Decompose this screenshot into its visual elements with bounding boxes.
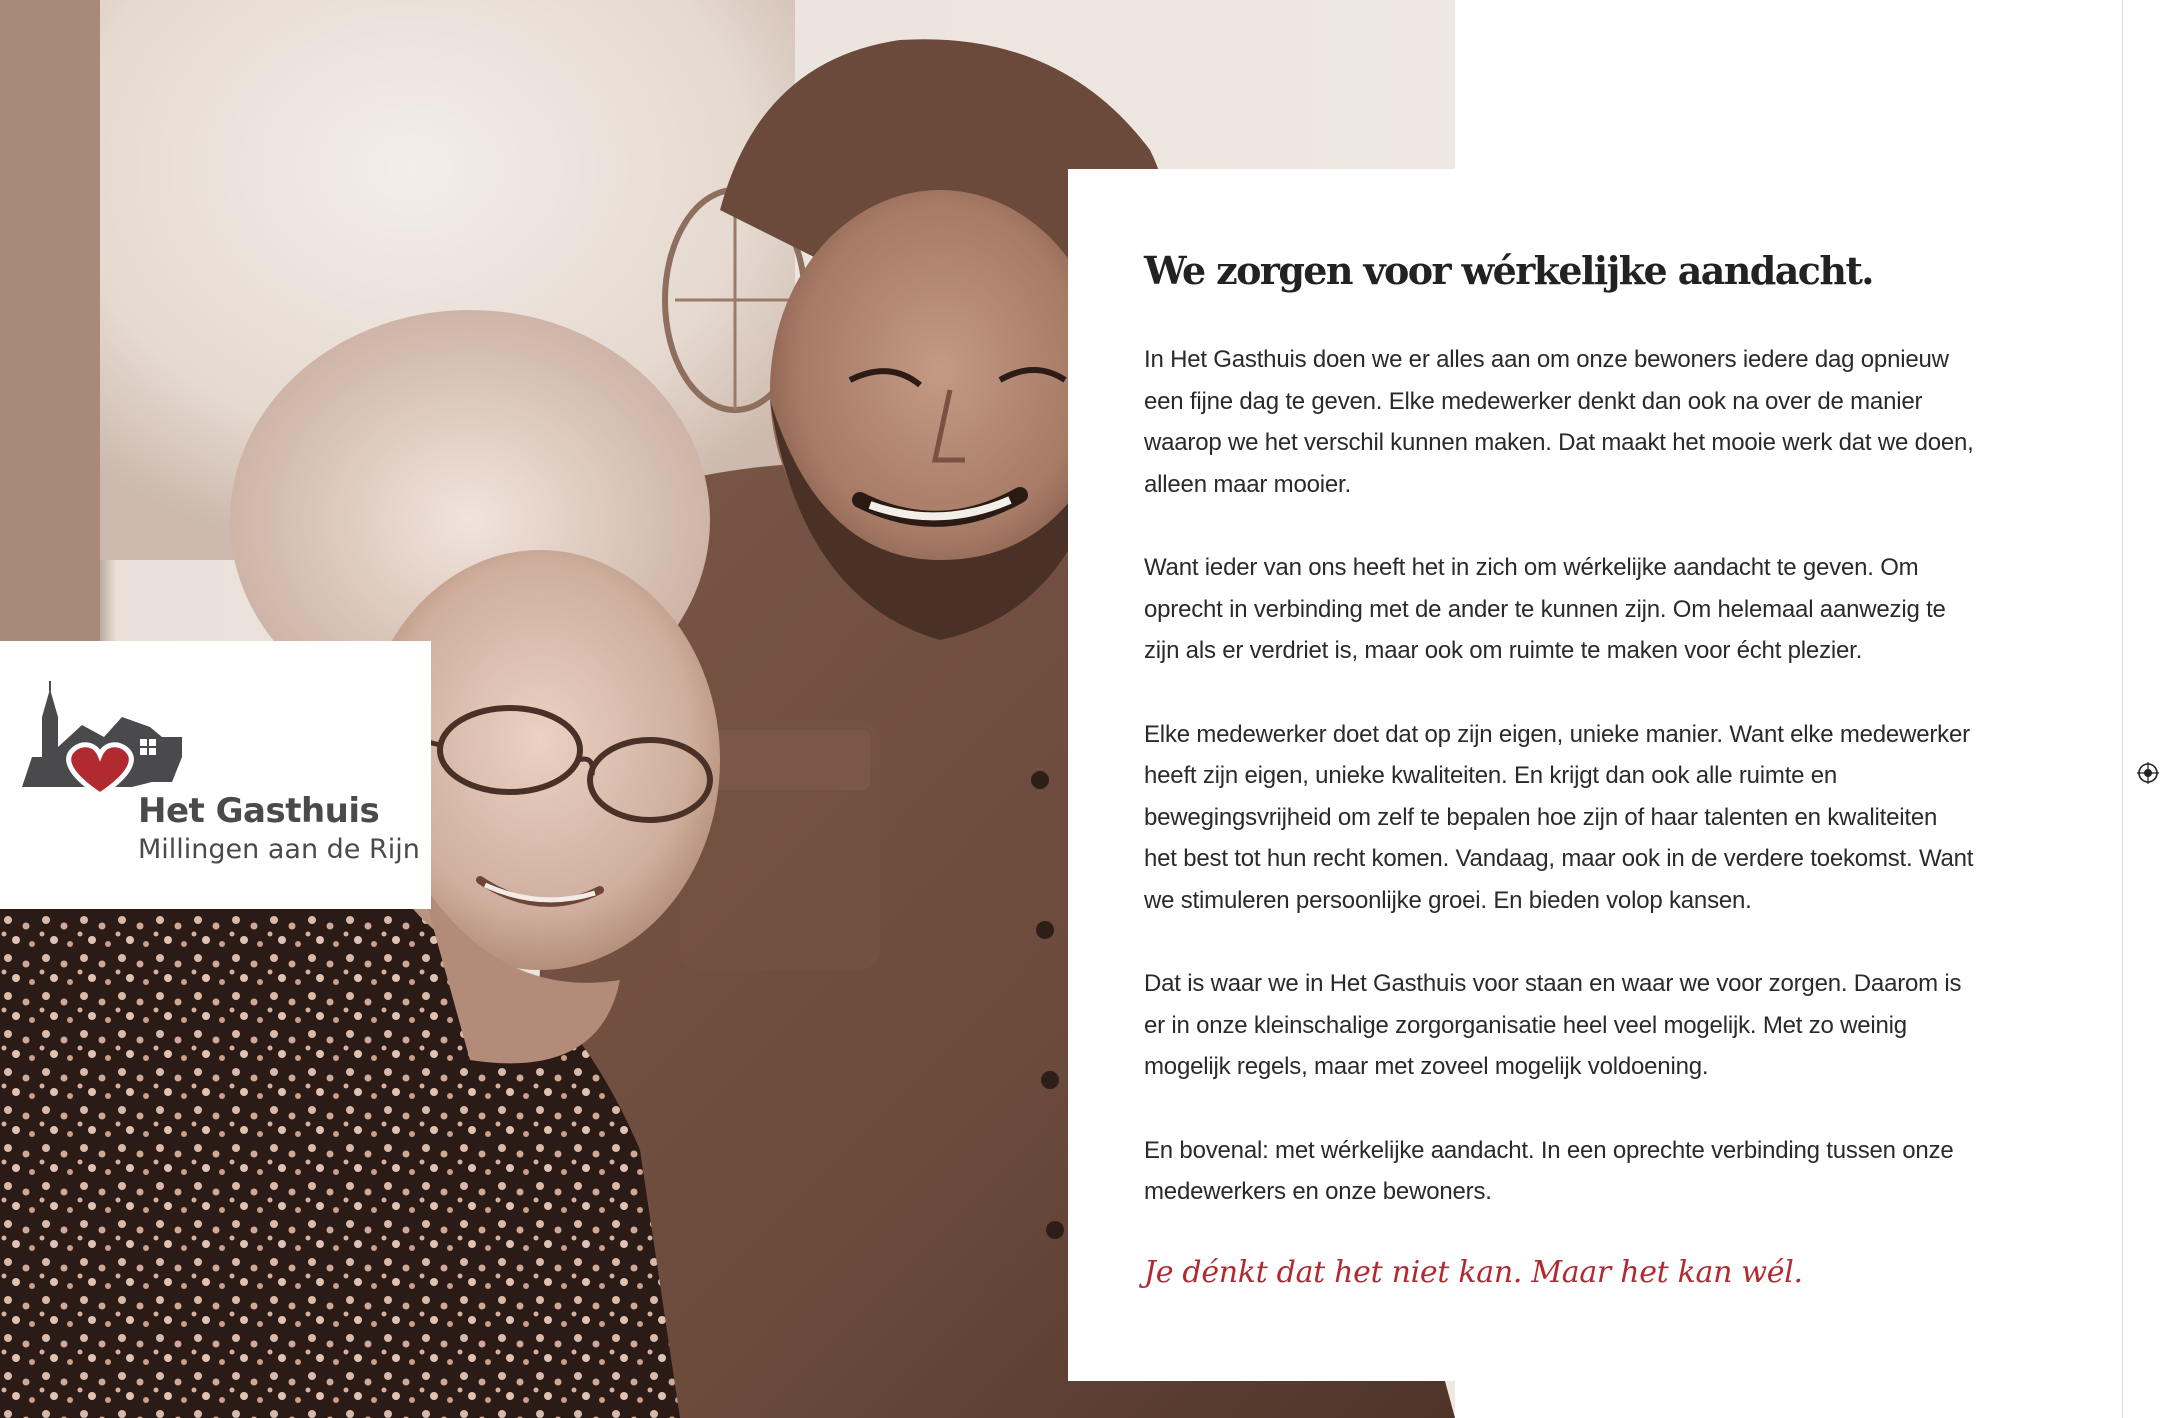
logo-name: Het Gasthuis [138, 791, 380, 831]
logo-card [0, 641, 431, 909]
paragraph: Elke medewerker doet dat op zijn eigen, unieke manier. Want elke medewerker heeft zijn eigen, unieke kwaliteiten. En krijgt dan ook alle ruimte en bewegingsvrijheid om zelf te bepalen hoe zijn of haar talenten en kwaliteiten het best tot hun recht komen. Vandaag, maar ook in de verdere toekomst. Want we stimuleren persoonlijke groei. En bieden volop kansen. [1144, 720, 1974, 914]
headline: We zorgen voor wérkelijke aandacht. [1144, 248, 1873, 293]
article [1144, 245, 1974, 1290]
paragraph: En bovenal: met wérkelijke aandacht. In een oprechte verbinding tussen onze medewerkers en onze bewoners. [1144, 1136, 1954, 1205]
paragraph: Dat is waar we in Het Gasthuis voor staan en waar we voor zorgen. Daarom is er in onze kleinschalige zorgorganisatie heel veel mogelijk. Met zo weinig mogelijk regels, maar met zoveel mogelijk voldoening. [1144, 970, 1962, 1080]
logo-place: Millingen aan de Rijn [138, 834, 420, 865]
tagline: Je dénkt dat het niet kan. Maar het kan wél. [1144, 1254, 1803, 1290]
registration-mark-icon [2137, 762, 2159, 784]
church-house-heart-logo-icon [22, 677, 222, 797]
page-edge-line [2122, 0, 2123, 1418]
paragraph: Want ieder van ons heeft het in zich om wérkelijke aandacht te geven. Om oprecht in verbinding met de ander te kunnen zijn. Om helemaal aanwezig te zijn als er verdriet is, maar ook om ruimte te maken voor écht plezier. [1144, 554, 1946, 664]
paragraph: In Het Gasthuis doen we er alles aan om onze bewoners iedere dag opnieuw een fijne dag te geven. Elke medewerker denkt dan ook na over de manier waarop we het verschil kunnen maken. Dat maakt het mooie werk dat we doen, alleen maar mooier. [1144, 346, 1974, 498]
